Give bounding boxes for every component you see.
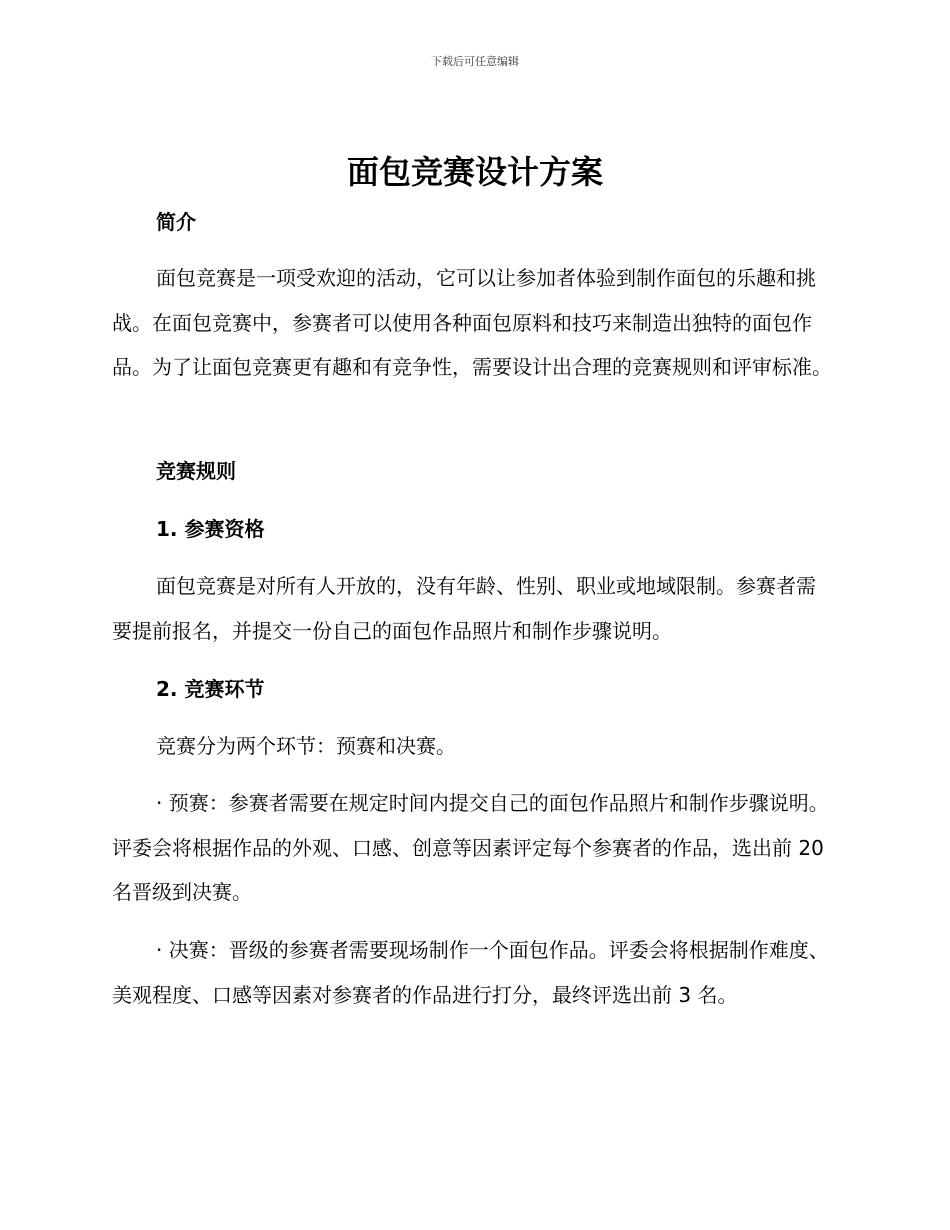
stages-intro-paragraph: 竞赛分为两个环节：预赛和决赛。	[156, 734, 456, 758]
document-title: 面包竞赛设计方案	[346, 153, 603, 191]
qualification-paragraph: 面包竞赛是对所有人开放的，没有年龄、性别、职业或地域限制。参赛者需要提前报名，并提交一份自己的面包作品照片和制作步骤说明。	[112, 574, 816, 643]
final-paragraph: · 决赛：晋级的参赛者需要现场制作一个面包作品。评委会将根据制作难度、美观程度、口感等因素对参赛者的作品进行打分，最终评选出前 3 名。	[112, 938, 829, 1007]
qualification-heading: 1. 参赛资格	[156, 517, 265, 541]
stages-heading: 2. 竞赛环节	[156, 677, 265, 701]
page-header-note: 下载后可任意编辑	[431, 55, 519, 68]
intro-heading: 简介	[156, 210, 196, 234]
preliminary-paragraph: · 预赛：参赛者需要在规定时间内提交自己的面包作品照片和制作步骤说明。评委会将根据作品的外观、口感、创意等因素评定每个参赛者的作品，选出前 20 名晋级到决赛。	[112, 791, 829, 904]
rules-heading: 竞赛规则	[156, 459, 236, 483]
intro-paragraph: 面包竞赛是一项受欢迎的活动，它可以让参加者体验到制作面包的乐趣和挑战。在面包竞赛中，参赛者可以使用各种面包原料和技巧来制造出独特的面包作品。为了让面包竞赛更有趣和有竞争性，需要设计出合理的竞赛规则和评审标准。	[112, 266, 832, 379]
